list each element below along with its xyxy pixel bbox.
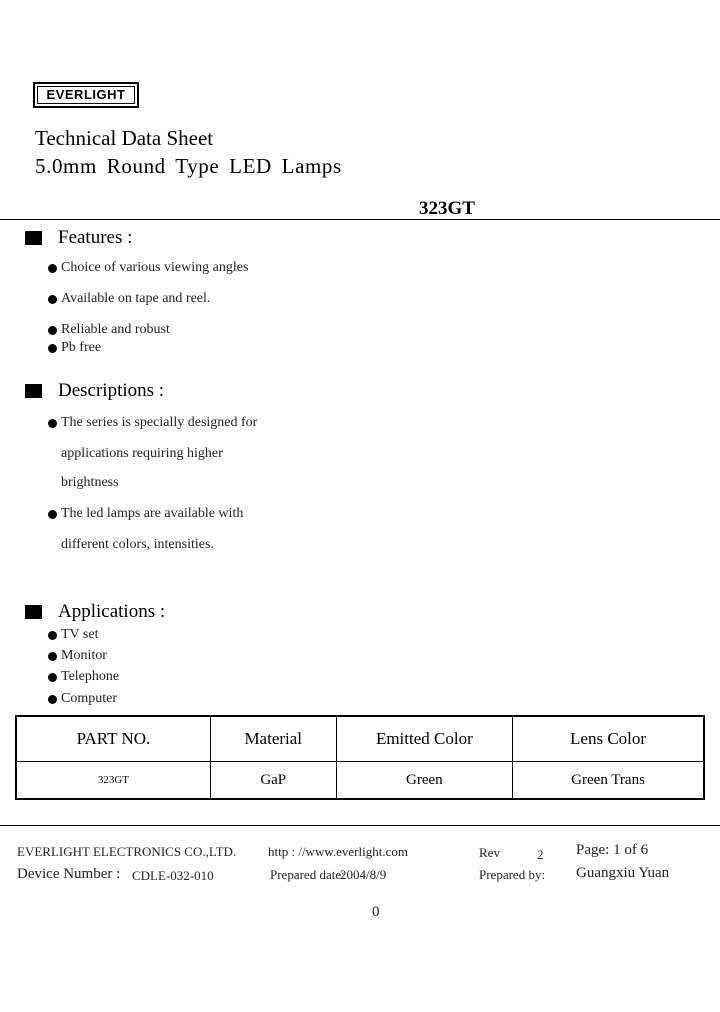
features-heading-text: Features :	[58, 227, 133, 248]
section-square-icon	[25, 605, 42, 619]
table-header-cell: Emitted Color	[336, 716, 513, 762]
page-index: 0	[372, 904, 380, 920]
document-subtitle: 5.0mm Round Type LED Lamps	[35, 154, 342, 178]
applications-heading	[25, 601, 165, 623]
device-number-value: CDLE-032-010	[132, 868, 214, 883]
table-cell: GaP	[210, 762, 336, 800]
prepared-date-label: Prepared date:	[270, 867, 345, 882]
description-line: brightness	[61, 475, 119, 490]
application-item: Telephone	[48, 669, 119, 685]
website-link[interactable]: http : //www.everlight.com	[268, 844, 408, 859]
section-square-icon	[25, 231, 42, 245]
prepared-date-value: 2004/8/9	[340, 867, 387, 882]
feature-item: Available on tape and reel.	[48, 291, 210, 307]
device-number-label: Device Number :	[17, 866, 121, 882]
applications-heading-text: Applications :	[58, 601, 166, 622]
feature-item: Choice of various viewing angles	[48, 260, 248, 276]
table-cell: Green Trans	[513, 762, 704, 800]
bullet-icon	[48, 264, 57, 273]
bullet-icon	[48, 295, 57, 304]
rev-label: Rev	[479, 845, 500, 860]
description-line: applications requiring higher	[61, 446, 223, 461]
prepared-by-value: Guangxiu Yuan	[576, 865, 670, 881]
bullet-icon	[48, 652, 57, 661]
company-name: EVERLIGHT ELECTRONICS CO.,LTD.	[17, 844, 237, 859]
application-item: Monitor	[48, 648, 107, 664]
application-item: Computer	[48, 691, 117, 707]
table-header-cell: PART NO.	[16, 716, 210, 762]
everlight-logo	[33, 82, 139, 108]
table-cell: Green	[336, 762, 513, 800]
prepared-by-label: Prepared by:	[479, 867, 546, 882]
table-header-row	[16, 716, 704, 762]
features-heading	[25, 227, 132, 249]
bullet-icon	[48, 419, 57, 428]
table-cell: 323GT	[16, 762, 210, 800]
page-info: Page: 1 of 6	[576, 842, 649, 858]
description-line: different colors, intensities.	[61, 537, 214, 552]
rev-value: 2	[537, 847, 544, 862]
description-item: The series is specially designed for	[48, 415, 257, 431]
bullet-icon	[48, 695, 57, 704]
feature-item: Pb free	[48, 340, 101, 356]
feature-item: Reliable and robust	[48, 322, 170, 338]
description-item: The led lamps are available with	[48, 506, 243, 522]
descriptions-heading	[25, 380, 164, 402]
document-title: Technical Data Sheet	[35, 126, 214, 150]
part-table	[15, 715, 705, 800]
table-row	[16, 762, 704, 800]
bullet-icon	[48, 326, 57, 335]
table-header-cell: Lens Color	[513, 716, 704, 762]
bullet-icon	[48, 673, 57, 682]
logo-text: EVERLIGHT	[37, 86, 135, 104]
descriptions-heading-text: Descriptions :	[58, 380, 165, 401]
bullet-icon	[48, 510, 57, 519]
table-header-cell: Material	[210, 716, 336, 762]
header-divider	[0, 219, 720, 220]
application-item: TV set	[48, 627, 98, 643]
bullet-icon	[48, 631, 57, 640]
footer-divider	[0, 825, 720, 826]
section-square-icon	[25, 384, 42, 398]
part-number-heading: 323GT	[419, 198, 475, 219]
bullet-icon	[48, 344, 57, 353]
